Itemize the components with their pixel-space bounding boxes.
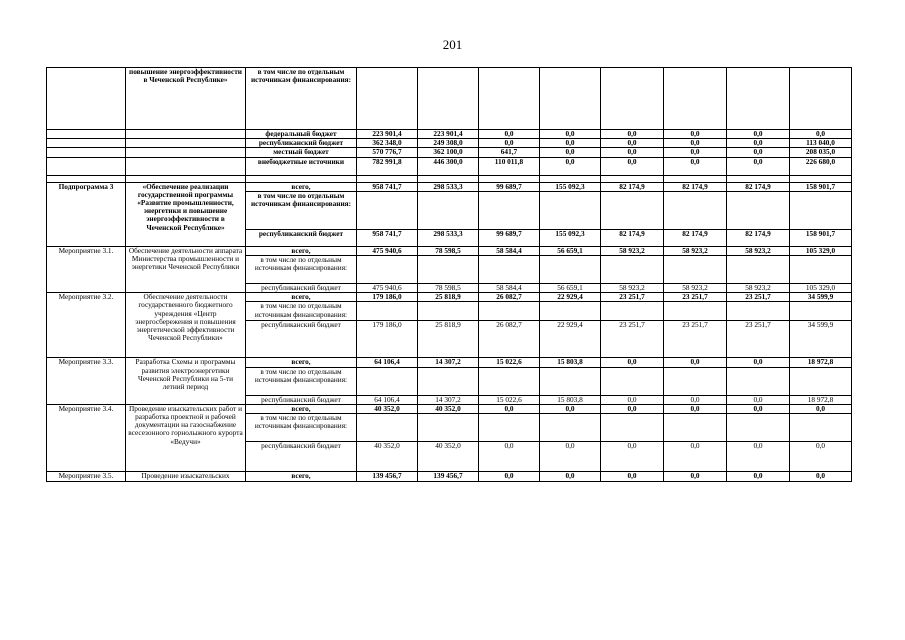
funding-source-cell: в том числе по отдельным источникам финансирования: [246,256,357,284]
value-cell: 23 251,7 [601,321,664,358]
funding-source-cell: в том числе по отдельным источникам финансирования: [246,414,357,442]
value-cell: 0,0 [479,472,540,482]
value-cell: 223 901,4 [418,130,479,139]
row-code-cell: Мероприятие 3.5. [47,472,126,482]
value-cell [479,414,540,442]
value-cell [479,256,540,284]
funding-source-cell: внебюджетные источники [246,157,357,175]
value-cell: 58 923,2 [601,246,664,255]
table-row [47,472,852,482]
funding-source-cell: республиканский бюджет [246,321,357,358]
value-cell [727,302,790,321]
table-row [47,157,852,175]
value-cell: 23 251,7 [727,321,790,358]
value-cell: 113 040,0 [790,139,852,148]
row-code-cell: Подпрограмма 3 [47,182,126,246]
value-cell [727,191,790,229]
value-cell [790,302,852,321]
value-cell [664,68,727,130]
value-cell: 40 352,0 [357,442,418,472]
value-cell [727,256,790,284]
table-row [47,293,852,302]
value-cell [790,191,852,229]
value-cell: 23 251,7 [664,293,727,302]
value-cell: 18 972,8 [790,358,852,367]
row-code-cell: Мероприятие 3.3. [47,358,126,404]
value-cell: 0,0 [664,472,727,482]
funding-source-cell: всего, [246,293,357,302]
funding-source-cell: республиканский бюджет [246,442,357,472]
row-description-cell: «Обеспечение реализации государственной программы «Развитие промышленности, энергетики и повышение энергоэффективности в Чеченской Республике» [126,182,246,246]
value-cell [664,175,727,182]
row-code-cell [47,139,126,148]
value-cell [601,68,664,130]
row-code-cell [47,130,126,139]
value-cell [790,367,852,395]
value-cell: 0,0 [727,148,790,157]
value-cell: 782 991,8 [357,157,418,175]
table-row [47,139,852,148]
funding-source-cell: в том числе по отдельным источникам финансирования: [246,302,357,321]
value-cell: 82 174,9 [727,229,790,246]
row-code-cell: Мероприятие 3.2. [47,293,126,358]
value-cell [479,302,540,321]
value-cell [601,175,664,182]
funding-source-cell: федеральный бюджет [246,130,357,139]
value-cell [727,175,790,182]
value-cell [601,302,664,321]
row-code-cell: Мероприятие 3.4. [47,404,126,471]
value-cell: 0,0 [479,139,540,148]
value-cell: 158 901,7 [790,182,852,191]
value-cell: 26 082,7 [479,293,540,302]
value-cell: 99 689,7 [479,182,540,191]
funding-source-cell: республиканский бюджет [246,139,357,148]
value-cell [727,367,790,395]
value-cell [540,68,601,130]
value-cell: 0,0 [601,404,664,413]
table-row [47,246,852,255]
value-cell: 15 803,8 [540,395,601,404]
row-code-cell: Мероприятие 3.1. [47,246,126,292]
value-cell: 14 307,2 [418,358,479,367]
row-description-cell [126,157,246,175]
value-cell [418,68,479,130]
value-cell: 0,0 [727,395,790,404]
value-cell: 0,0 [664,157,727,175]
table-row [47,404,852,413]
value-cell: 0,0 [664,404,727,413]
value-cell: 0,0 [540,148,601,157]
value-cell: 58 584,4 [479,246,540,255]
value-cell: 18 972,8 [790,395,852,404]
value-cell: 158 901,7 [790,229,852,246]
value-cell: 64 106,4 [357,358,418,367]
table-row [47,358,852,367]
value-cell: 0,0 [664,442,727,472]
value-cell [540,367,601,395]
value-cell: 0,0 [727,472,790,482]
value-cell [727,68,790,130]
value-cell [357,175,418,182]
value-cell: 0,0 [540,404,601,413]
row-description-cell: Проведение изыскательских работ и разработка проектной и рабочей документации на газоснабжение всесезонного горнолыжного курорта «Ведучи» [126,404,246,471]
value-cell: 0,0 [664,148,727,157]
value-cell: 25 818,9 [418,321,479,358]
funding-source-cell: республиканский бюджет [246,284,357,293]
funding-source-cell: в том числе по отдельным источникам финансирования: [246,191,357,229]
value-cell: 15 022,6 [479,395,540,404]
row-description-cell [126,139,246,148]
value-cell: 0,0 [601,130,664,139]
value-cell: 362 100,0 [418,148,479,157]
value-cell: 0,0 [479,130,540,139]
value-cell: 14 307,2 [418,395,479,404]
value-cell: 298 533,3 [418,182,479,191]
value-cell [357,68,418,130]
value-cell: 82 174,9 [601,182,664,191]
value-cell: 0,0 [540,157,601,175]
value-cell: 78 598,5 [418,284,479,293]
value-cell [479,191,540,229]
value-cell: 0,0 [664,130,727,139]
value-cell: 0,0 [790,404,852,413]
value-cell: 641,7 [479,148,540,157]
table-row [47,148,852,157]
value-cell: 570 776,7 [357,148,418,157]
row-description-cell: повышение энергоэффективности в Чеченской Республике» [126,68,246,130]
value-cell [664,191,727,229]
value-cell: 0,0 [727,157,790,175]
value-cell: 0,0 [540,472,601,482]
funding-source-cell: всего, [246,472,357,482]
value-cell: 23 251,7 [664,321,727,358]
value-cell: 0,0 [790,442,852,472]
value-cell [790,175,852,182]
value-cell: 58 923,2 [727,246,790,255]
value-cell: 23 251,7 [601,293,664,302]
value-cell: 82 174,9 [664,229,727,246]
funding-source-cell: всего, [246,358,357,367]
funding-source-cell: республиканский бюджет [246,395,357,404]
value-cell: 0,0 [727,139,790,148]
value-cell: 0,0 [540,130,601,139]
value-cell: 0,0 [601,148,664,157]
budget-table [46,67,852,482]
value-cell: 40 352,0 [418,442,479,472]
value-cell [664,302,727,321]
funding-source-cell: в том числе по отдельным источникам финансирования: [246,68,357,130]
value-cell [664,367,727,395]
value-cell: 0,0 [601,358,664,367]
value-cell: 58 923,2 [727,284,790,293]
value-cell: 155 092,3 [540,182,601,191]
row-description-cell: Обеспечение деятельности государственного бюджетного учреждения «Центр энергосбережения и повышения энергетической эффективности Чеченской Республики» [126,293,246,358]
value-cell [540,191,601,229]
value-cell [418,191,479,229]
value-cell [601,367,664,395]
value-cell: 0,0 [727,404,790,413]
value-cell: 25 818,9 [418,293,479,302]
value-cell [418,414,479,442]
value-cell: 0,0 [479,404,540,413]
value-cell: 82 174,9 [601,229,664,246]
value-cell: 40 352,0 [418,404,479,413]
funding-source-cell: в том числе по отдельным источникам финансирования: [246,367,357,395]
value-cell [601,414,664,442]
value-cell: 155 092,3 [540,229,601,246]
value-cell [664,256,727,284]
value-cell: 0,0 [790,472,852,482]
value-cell: 0,0 [601,139,664,148]
value-cell: 40 352,0 [357,404,418,413]
value-cell: 0,0 [601,472,664,482]
value-cell: 99 689,7 [479,229,540,246]
value-cell [418,367,479,395]
value-cell [357,191,418,229]
row-code-cell [47,157,126,175]
value-cell [357,414,418,442]
value-cell: 22 929,4 [540,321,601,358]
value-cell [540,302,601,321]
value-cell: 82 174,9 [727,182,790,191]
value-cell [418,175,479,182]
value-cell: 58 584,4 [479,284,540,293]
row-description-cell [126,148,246,157]
funding-source-cell: республиканский бюджет [246,229,357,246]
value-cell [540,256,601,284]
funding-source-cell: местный бюджет [246,148,357,157]
value-cell [727,414,790,442]
value-cell: 0,0 [664,139,727,148]
value-cell: 298 533,3 [418,229,479,246]
row-description-cell: Разработка Схемы и программы развития электроэнергетики Чеченской Республики на 5-ти летний период [126,358,246,404]
funding-source-cell: всего, [246,404,357,413]
row-code-cell [47,68,126,130]
value-cell: 22 929,4 [540,293,601,302]
value-cell: 0,0 [601,442,664,472]
value-cell: 15 803,8 [540,358,601,367]
value-cell: 15 022,6 [479,358,540,367]
value-cell: 58 923,2 [664,284,727,293]
value-cell: 0,0 [790,130,852,139]
value-cell: 223 901,4 [357,130,418,139]
value-cell: 34 599,9 [790,321,852,358]
funding-source-cell: всего, [246,182,357,191]
value-cell: 64 106,4 [357,395,418,404]
value-cell [479,68,540,130]
value-cell: 56 659,1 [540,284,601,293]
funding-source-cell [246,175,357,182]
value-cell: 58 923,2 [664,246,727,255]
value-cell: 0,0 [601,157,664,175]
value-cell: 34 599,9 [790,293,852,302]
value-cell: 0,0 [664,358,727,367]
value-cell: 362 348,0 [357,139,418,148]
value-cell [601,256,664,284]
value-cell [418,256,479,284]
row-code-cell [47,148,126,157]
value-cell: 23 251,7 [727,293,790,302]
value-cell: 105 329,0 [790,284,852,293]
value-cell: 958 741,7 [357,182,418,191]
value-cell: 139 456,7 [357,472,418,482]
value-cell: 0,0 [540,139,601,148]
value-cell [790,414,852,442]
value-cell: 475 940,6 [357,284,418,293]
value-cell: 0,0 [601,395,664,404]
table-row [47,68,852,130]
value-cell: 208 035,0 [790,148,852,157]
value-cell [418,302,479,321]
value-cell: 249 308,0 [418,139,479,148]
value-cell: 0,0 [540,442,601,472]
value-cell [357,302,418,321]
value-cell: 105 329,0 [790,246,852,255]
value-cell [357,256,418,284]
value-cell: 446 300,0 [418,157,479,175]
value-cell [479,175,540,182]
value-cell [357,367,418,395]
value-cell: 0,0 [727,358,790,367]
value-cell: 958 741,7 [357,229,418,246]
value-cell: 26 082,7 [479,321,540,358]
value-cell [479,367,540,395]
value-cell [601,191,664,229]
value-cell: 226 680,0 [790,157,852,175]
value-cell: 0,0 [727,130,790,139]
value-cell [790,256,852,284]
value-cell: 56 659,1 [540,246,601,255]
value-cell: 78 598,5 [418,246,479,255]
row-code-cell [47,175,126,182]
value-cell: 0,0 [479,442,540,472]
value-cell: 475 940,6 [357,246,418,255]
table-row [47,182,852,191]
value-cell: 58 923,2 [601,284,664,293]
value-cell: 179 186,0 [357,321,418,358]
value-cell: 82 174,9 [664,182,727,191]
table-row [47,130,852,139]
row-description-cell: Проведение изыскательских [126,472,246,482]
row-description-cell [126,130,246,139]
row-description-cell: Обеспечение деятельности аппарата Министерства промышленности и энергетики Чеченской Республики [126,246,246,292]
page-number: 201 [442,37,463,52]
row-description-cell [126,175,246,182]
value-cell: 0,0 [727,442,790,472]
value-cell: 179 186,0 [357,293,418,302]
value-cell [664,414,727,442]
value-cell: 110 011,8 [479,157,540,175]
funding-source-cell: всего, [246,246,357,255]
value-cell [540,414,601,442]
value-cell [540,175,601,182]
value-cell [790,68,852,130]
value-cell: 0,0 [664,395,727,404]
value-cell: 139 456,7 [418,472,479,482]
table-row [47,175,852,182]
